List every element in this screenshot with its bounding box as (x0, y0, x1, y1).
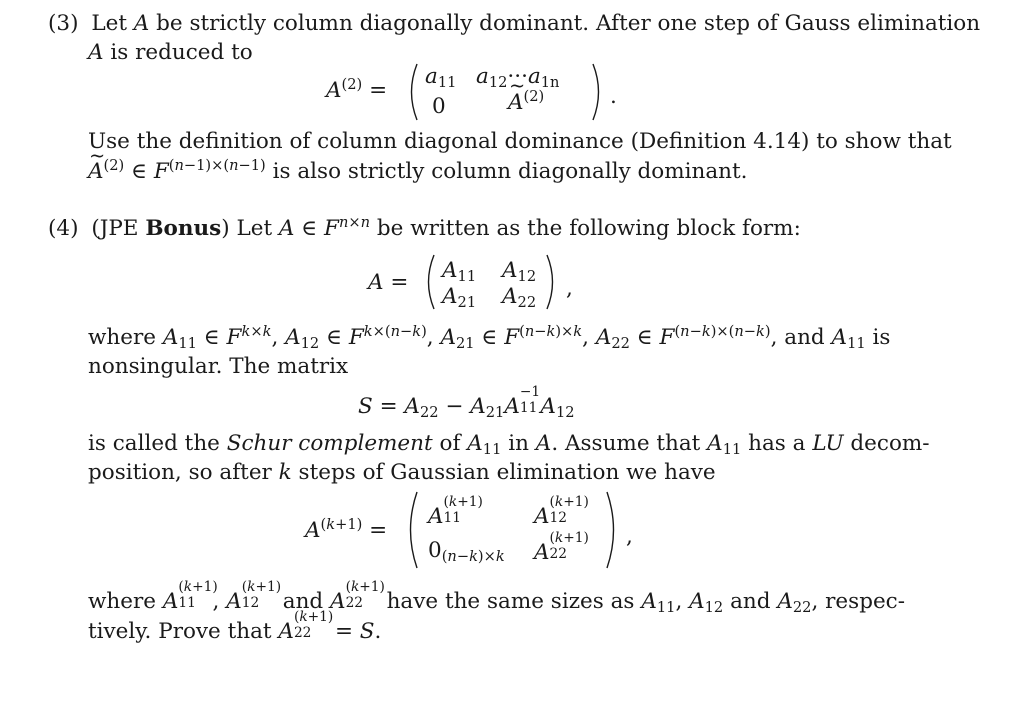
right-paren (590, 62, 606, 122)
and-word-3: and (730, 589, 771, 614)
schur-text-assume: . Assume that (551, 431, 701, 456)
item-4-intro: be written as the following block form: (376, 216, 801, 241)
item-3-line-2: A is reduced to (88, 40, 253, 65)
schur-text-1: is called the (88, 431, 220, 456)
bonus-label: Bonus (145, 216, 222, 241)
schur-text-of: of (439, 431, 461, 456)
schur-complement-term: Schur complement (226, 431, 433, 456)
prove-text: tively. Prove that (88, 619, 272, 644)
where-word: where (88, 325, 156, 350)
zero-entry: 0 (432, 94, 446, 119)
nonsingular-text: nonsingular. The matrix (88, 354, 349, 379)
schur-text-has: has a (748, 431, 806, 456)
item-3-text-use: Use the definition of column diagonal dominance (Definition 4.14) to show that (88, 129, 952, 154)
item-4-line-position: position, so after k steps of Gaussian elimination we have (88, 460, 716, 485)
respec-text: , respec- (811, 589, 905, 614)
item-3-line-4: ~ $A^{(2)}$ ∈ $F^{(n-1)\times(n-1)}$ is also strictly column diagonally dominant. (88, 158, 748, 186)
left-paren (404, 62, 420, 122)
is-word: is (872, 325, 891, 350)
item-4-line-nonsingular (88, 353, 348, 381)
item-4-line-schur: is called the Schur complement of $A_{11}$ in A. Assume that $A_{11}$ has a LU decom- (88, 431, 930, 459)
schur-formula: $S = A_{22} - A_{21}A$ −1 11 $A_{12}$ (358, 384, 575, 422)
item-3-line-3 (88, 128, 952, 156)
item-4-line-1: (4) (JPE Bonus) Let A ∈ $F^{n\times n}$ be written as the following block form: (48, 213, 801, 241)
decom-text: decom- (850, 431, 930, 456)
item-3-line-1: (3) Let A be strictly column diagonally dominant. After one step of Gauss elimination (48, 11, 981, 36)
lu-term: LU (812, 431, 844, 456)
have-same-text: have the same sizes as (386, 589, 635, 614)
a2-lhs: $A^{(2)}$ = (326, 75, 388, 103)
jpe-tag: (JPE (91, 216, 139, 241)
item-4-line-where: where $A_{11}$ ∈ $F^{k\times k}$, $A_{12}$ ∈ $F^{k\times(n-k)}$, $A_{21}$ ∈ $F^{(n-k)\times k}$, $A_{22}$ ∈ $F^{(n-k)\times(n-k)}$, and $A_{11}$ is (88, 322, 891, 353)
right-paren (544, 253, 560, 311)
left-paren (402, 490, 420, 570)
a11: $a_{11}$ (425, 64, 457, 92)
steps-text: steps of Gaussian elimination we have (298, 460, 716, 485)
where-word-2: where (88, 589, 156, 614)
a12-a1n: $a_{12}\cdot\cdot\cdot a_{1n}$ (476, 64, 560, 92)
item-3-number: (3) (48, 11, 79, 36)
item-3-text-also: is also strictly column diagonally dominant. (272, 159, 748, 184)
and-word-2: and (282, 589, 324, 614)
a-tilde-2: ~ $A^{(2)}$ (508, 90, 544, 115)
schur-text-in: in (508, 431, 529, 456)
left-paren (421, 253, 437, 311)
and-word: and (784, 325, 825, 350)
right-paren (604, 490, 622, 570)
tag-close: ) (221, 216, 230, 241)
item-4-line-prove: tively. Prove that A (k+1) 22 = S. (88, 609, 382, 644)
item-4-line-sizes: where A (k+1) 11 , A (k+1) 12 and A (k+1) 22 have the same sizes as $A_{11}$, $A_{12}$ and $A_{22}$, respec- (88, 579, 905, 617)
item-4-number: (4) (48, 216, 79, 241)
position-text: position, so after (88, 460, 272, 485)
